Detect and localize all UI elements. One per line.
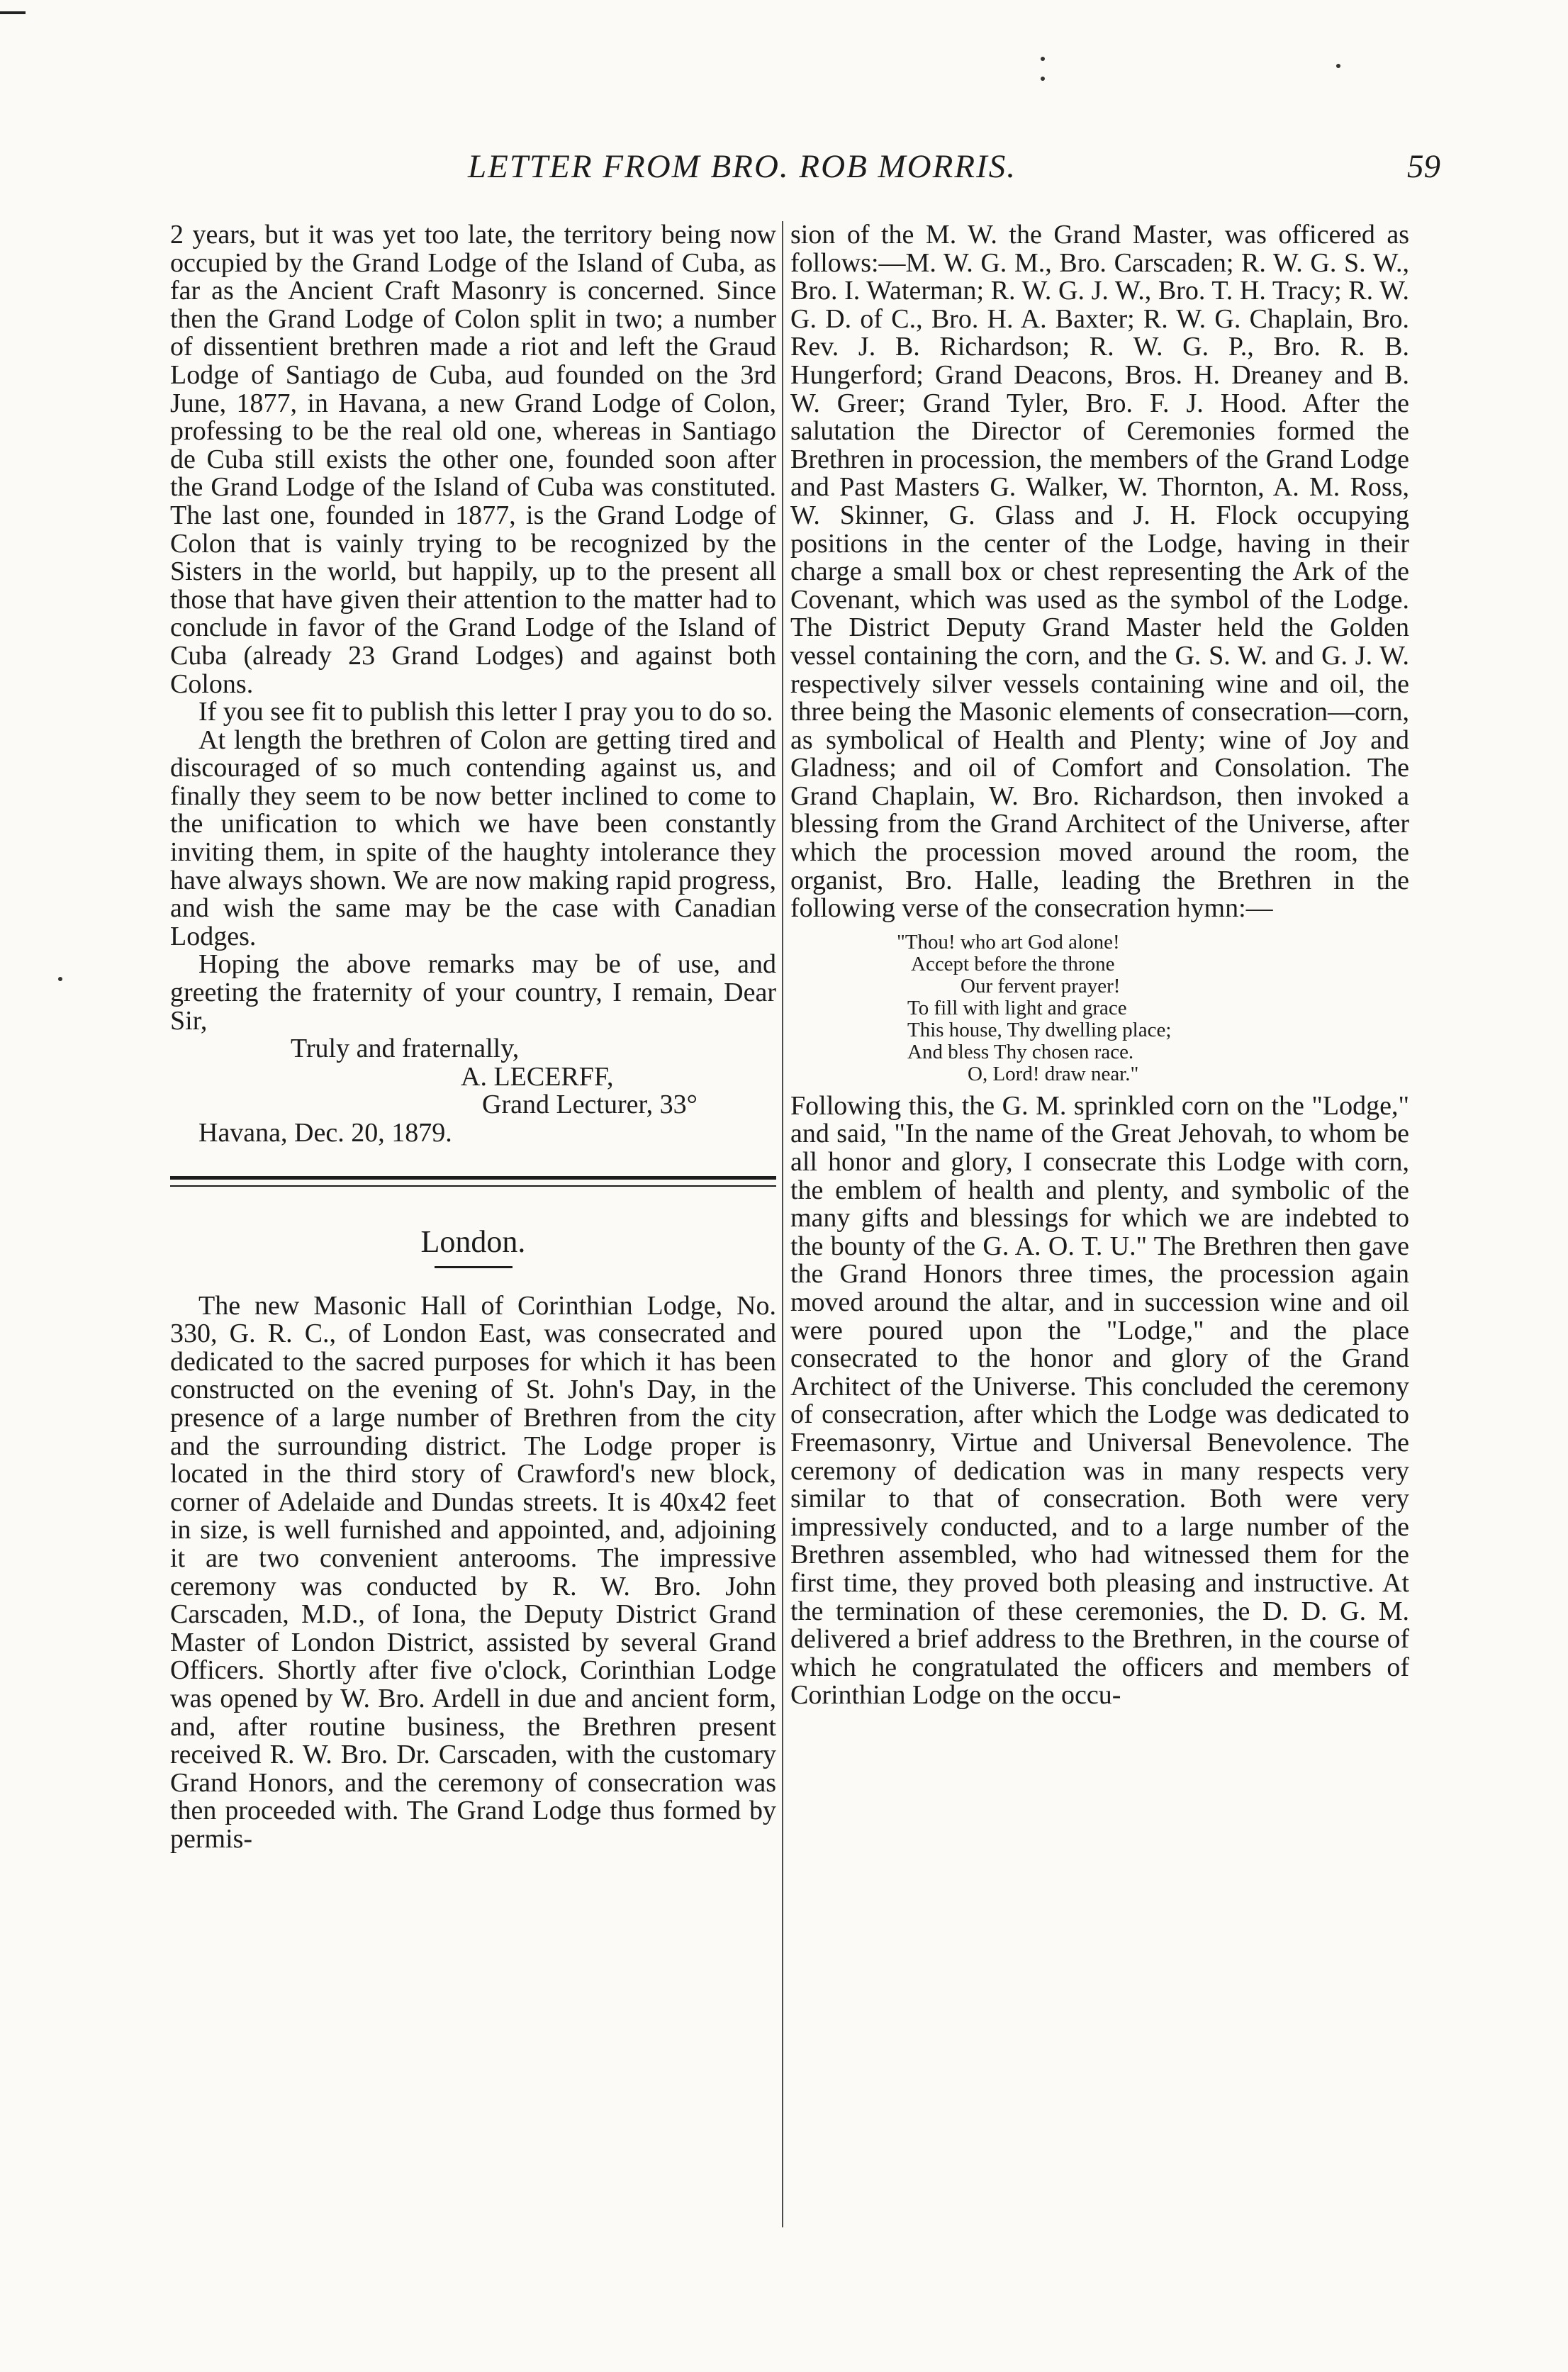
section-divider (170, 1176, 776, 1187)
page-number: 59 (1407, 148, 1440, 185)
speck (58, 977, 62, 981)
hymn-line: Our fervent prayer! (961, 974, 1121, 997)
hymn-verse (790, 932, 1409, 1085)
paragraph: If you see fit to publish this letter I pray you to do so. (198, 697, 773, 727)
paragraph: sion of the M. W. the Grand Master, was officered as follows:—M. W. G. M., Bro. Carscaden; R. W. G. S. W., Bro. I. Waterman; R. W. G. J. W., Bro. T. H. Tracy; R. W. G. D. of C., Bro. H. A. Baxter; R. W. G. Chaplain, Bro. Rev. J. B. Richardson; R. W. G. P., Bro. R. B. Hungerford; Grand Deacons, Bros. H. Dreaney and B. W. Greer; Grand Tyler, Bro. F. J. Hood. After the salutation the Director of Ceremonies formed the Brethren in procession, the members of the Grand Lodge and Past Masters G. Walker, W. Thornton, A. M. Ross, W. Skinner, G. Glass and J. H. Flock occupying positions in the center of the Lodge, having in their charge a small box or chest representing the Ark of the Covenant, which was used as the symbol of the Lodge. The District Deputy Grand Master held the Golden vessel containing the corn, and the G. S. W. and G. J. W. respectively silver vessels containing wine and oil, the three being the Masonic elements of consecration—corn, as symbolical of Health and Plenty; wine of Joy and Gladness; and oil of Comfort and Consolation. The Grand Chaplain, W. Bro. Richardson, then invoked a blessing from the Grand Architect of the Universe, after which the procession moved around the room, the organist, Bro. Halle, leading the Brethren in the following verse of the consecration hymn:— (790, 220, 1409, 924)
heading-rule (435, 1266, 513, 1268)
page-edge-mark (0, 11, 26, 14)
hymn-line: O, Lord! draw near." (968, 1062, 1139, 1085)
left-column (170, 221, 776, 1853)
speck (1041, 77, 1045, 81)
paragraph: Hoping the above remarks may be of use, and greeting the fraternity of your country, I remain, Dear Sir, (170, 949, 776, 1036)
signature-closing: Truly and fraternally, (291, 1034, 520, 1064)
hymn-line: And bless Thy chosen race. (907, 1040, 1134, 1063)
hymn-line: To fill with light and grace (907, 996, 1127, 1019)
running-title: LETTER FROM BRO. ROB MORRIS. (468, 148, 1017, 185)
column-divider (782, 221, 783, 2227)
paragraph: The new Masonic Hall of Corinthian Lodge, No. 330, G. R. C., of London East, was consecrated and dedicated to the sacred purposes for which it has been constructed on the evening of St. John's Day, in the presence of a large number of Brethren from the city and the surrounding district. The Lodge proper is located in the third story of Crawford's new block, corner of Adelaide and Dundas streets. It is 40x42 feet in size, is well furnished and appointed, and, adjoining it are two convenient anterooms. The impressive ceremony was conducted by R. W. Bro. John Carscaden, M.D., of Iona, the Deputy District Grand Master of London District, assisted by several Grand Officers. Shortly after five o'clock, Corinthian Lodge was opened by W. Bro. Ardell in due and ancient form, and, after routine business, the Brethren present received R. W. Bro. Dr. Carscaden, with the customary Grand Honors, and the ceremony of consecration was then proceeded with. The Grand Lodge thus formed by permis- (170, 1290, 776, 1854)
signature-title: Grand Lecturer, 33° (482, 1090, 698, 1120)
speck (1336, 64, 1340, 68)
signature-date: Havana, Dec. 20, 1879. (198, 1118, 452, 1148)
paragraph: At length the brethren of Colon are getting tired and discouraged of so much contending against us, and finally they seem to be now better inclined to come to the unification to which we have been constantly inviting them, in spite of the haughty intolerance they have always shown. We are now making rapid progress, and wish the same may be the case with Canadian Lodges. (170, 725, 776, 951)
hymn-line: Accept before the throne (911, 952, 1115, 975)
hymn-line: "Thou! who art God alone! (897, 930, 1120, 953)
hymn-line: This house, Thy dwelling place; (907, 1018, 1172, 1041)
section-heading: London. (420, 1224, 526, 1259)
running-header (0, 142, 1568, 191)
right-column (790, 221, 1409, 1710)
signature-name: A. LECERFF, (461, 1061, 614, 1092)
paragraph: Following this, the G. M. sprinkled corn on the "Lodge," and said, "In the name of the Great Jehovah, to whom be all honor and glory, I consecrate this Lodge with corn, the emblem of health and plenty, and symbolic of the many gifts and blessings for which we are indebted to the bounty of the G. A. O. T. U." The Brethren then gave the Grand Honors three times, the procession again moved around the altar, and in succession wine and oil were poured upon the "Lodge," and the place consecrated to the honor and glory of the Grand Architect of the Universe. This concluded the ceremony of consecration, after which the Lodge was dedicated to Freemasonry, Virtue and Universal Benevolence. The ceremony of dedication was in many respects very similar to that of consecration. Both were very impressively conducted, and to a large number of the Brethren assembled, who had witnessed them for the first time, they proved both pleasing and instructive. At the termination of these ceremonies, the D. D. G. M. delivered a brief address to the Brethren, in the course of which he congratulated the officers and members of Corinthian Lodge on the occu- (790, 1090, 1409, 1711)
paragraph: 2 years, but it was yet too late, the territory being now occupied by the Grand Lodge of the Island of Cuba, as far as the Ancient Craft Masonry is concerned. Since then the Grand Lodge of Colon split in two; a number of dissentient brethren made a riot and left the Graud Lodge of Santiago de Cuba, aud founded on the 3rd June, 1877, in Havana, a new Grand Lodge of Colon, professing to be the real old one, whereas in Santiago de Cuba still exists the other one, founded soon after the Grand Lodge of the Island of Cuba was constituted. The last one, founded in 1877, is the Grand Lodge of Colon that is vainly trying to be recognized by the Sisters in the world, but happily, up to the present all those that have given their attention to the matter had to conclude in favor of the Grand Lodge of the Island of Cuba (already 23 Grand Lodges) and against both Colons. (170, 220, 776, 699)
speck (1041, 57, 1045, 61)
